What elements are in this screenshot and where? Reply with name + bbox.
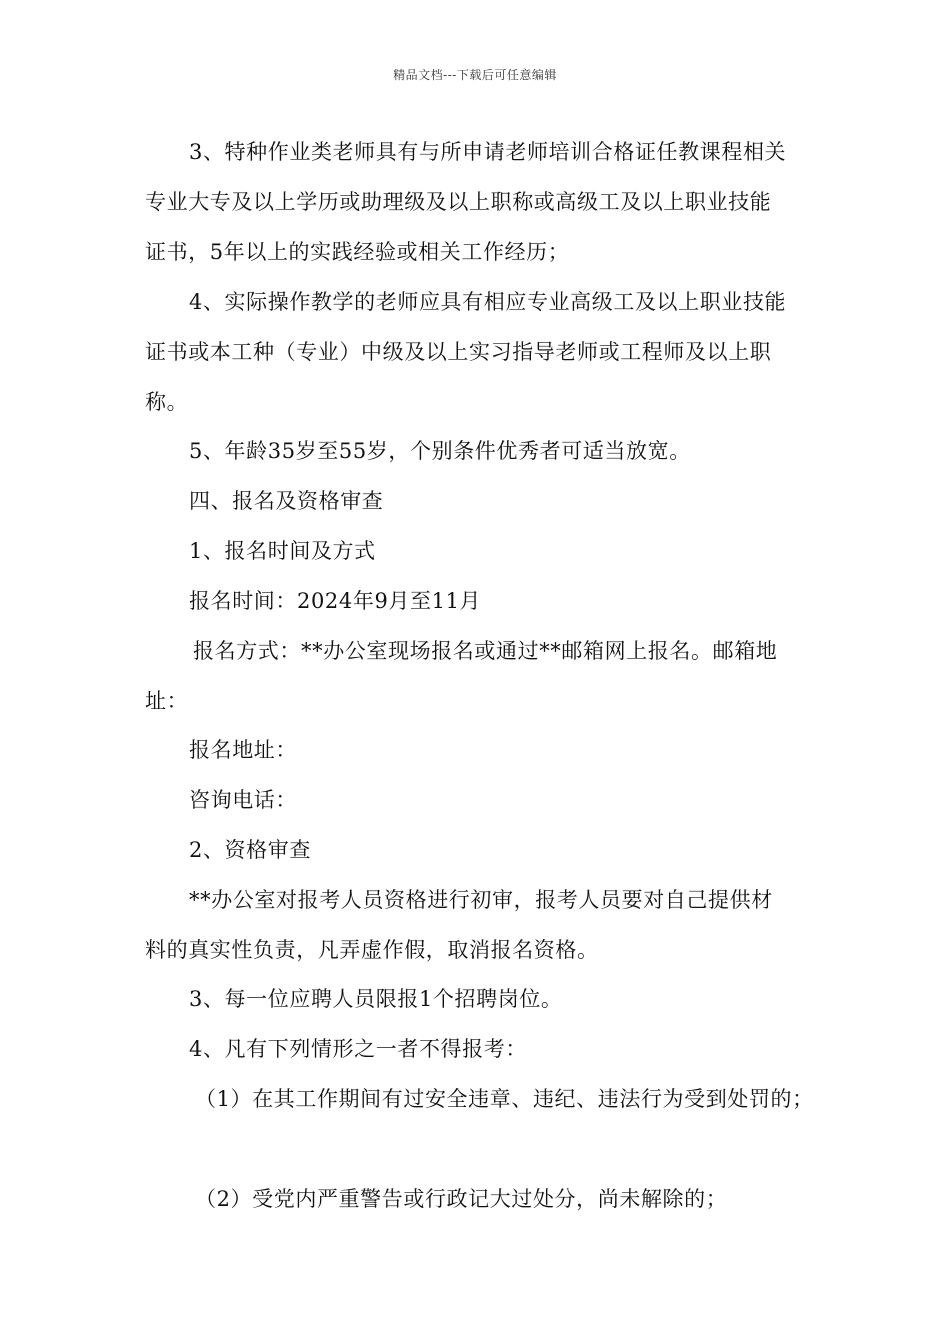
- paragraph-line: 5、年龄35岁至55岁，个别条件优秀者可适当放宽。: [189, 439, 691, 463]
- paragraph-line: 报名时间：2024年9月至11月: [189, 589, 482, 613]
- paragraph-line: 4、实际操作教学的老师应具有相应专业高级工及以上职业技能: [189, 290, 787, 314]
- section-heading: 四、报名及资格审查: [189, 489, 384, 513]
- paragraph-line: 证书，5年以上的实践经验或相关工作经历；: [145, 240, 570, 264]
- list-item: （1）在其工作期间有过安全违章、违纪、违法行为受到处罚的；: [195, 1087, 814, 1111]
- paragraph-line: 专业大专及以上学历或助理级及以上职称或高级工及以上职业技能: [145, 190, 772, 214]
- paragraph-line: 报名方式：**办公室现场报名或通过**邮箱网上报名。邮箱地: [193, 639, 778, 663]
- paragraph-line: 3、每一位应聘人员限报1个招聘岗位。: [189, 987, 563, 1011]
- paragraph-line: 4、凡有下列情形之一者不得报考：: [189, 1037, 527, 1061]
- page-header: 精品文档---下载后可任意编辑: [393, 68, 557, 82]
- paragraph-line: 称。: [145, 390, 189, 414]
- paragraph-line: **办公室对报考人员资格进行初审，报考人员要对自己提供材: [189, 888, 773, 912]
- subsection-heading: 2、资格审查: [189, 838, 311, 862]
- paragraph-line: 证书或本工种（专业）中级及以上实习指导老师或工程师及以上职: [145, 340, 772, 364]
- paragraph-line: 料的真实性负责，凡弄虚作假，取消报名资格。: [145, 938, 599, 962]
- paragraph-line: 咨询电话：: [189, 788, 297, 812]
- subsection-heading: 1、报名时间及方式: [189, 539, 376, 563]
- list-item: （2）受党内严重警告或行政记大过处分，尚未解除的；: [195, 1187, 728, 1211]
- paragraph-line: 3、特种作业类老师具有与所申请老师培训合格证任教课程相关: [189, 140, 787, 164]
- paragraph-line: 报名地址：: [189, 738, 297, 762]
- paragraph-line: 址：: [145, 689, 189, 713]
